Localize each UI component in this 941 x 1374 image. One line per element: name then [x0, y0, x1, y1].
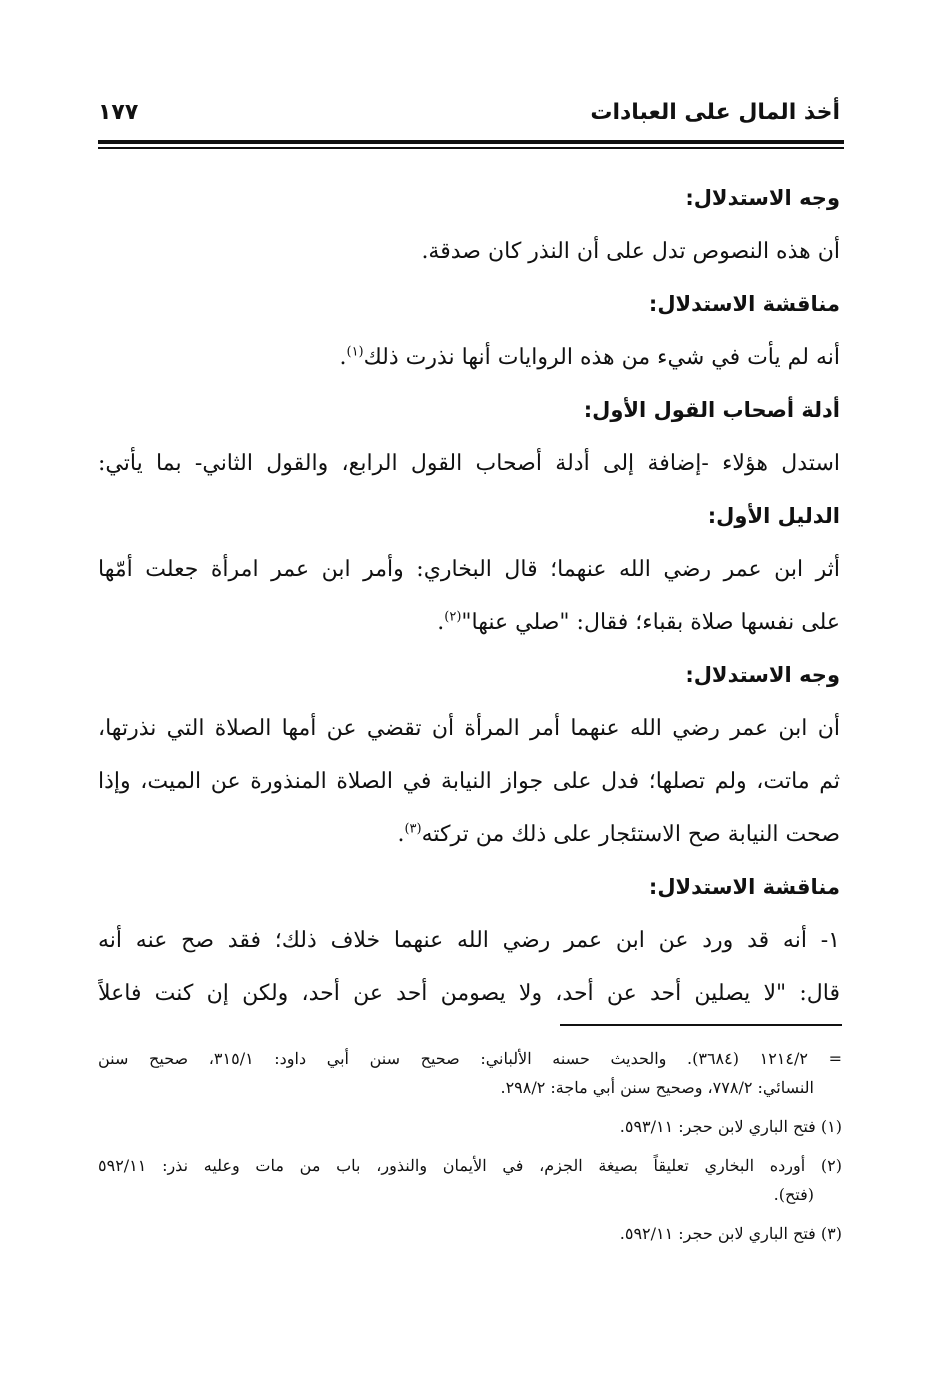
page-header — [98, 92, 840, 132]
footnote-marker: (٢) — [444, 609, 462, 625]
footnote-line: (فتح). — [773, 1185, 814, 1204]
section-heading: مناقشة الاستدلال: — [648, 292, 840, 316]
page-number: ١٧٧ — [98, 100, 139, 125]
section-heading: الدليل الأول: — [707, 504, 840, 528]
paragraph-text: صحت النيابة صح الاستئجار على ذلك من تركته — [421, 822, 840, 847]
footnote-1: (١) فتح الباري لابن حجر: ٥٩٣/١١. — [619, 1117, 842, 1136]
footnote-2: (٢) أورده البخاري تعليقاً بصيغة الجزم، في الأيمان والنذور، باب من مات وعليه نذر: ٥٩٢/١١ — [98, 1156, 842, 1175]
paragraph-line: ١- أنه قد ورد عن ابن عمر رضي الله عنهما خلاف ذلك؛ فقد صح عنه أنه — [98, 928, 840, 953]
footnote-3: (٣) فتح الباري لابن حجر: ٥٩٢/١١. — [619, 1224, 842, 1243]
footnote-line: = ١٢١٤/٢ (٣٦٨٤). والحديث حسنه الألباني: صحيح سنن أبي داود: ٣١٥/١، صحيح سنن — [98, 1049, 842, 1068]
main-text — [98, 172, 840, 1020]
punctuation: . — [397, 822, 405, 847]
section-heading: أدلة أصحاب القول الأول: — [583, 398, 840, 422]
paragraph-line: استدل هؤلاء -إضافة إلى أدلة أصحاب القول الرابع، والقول الثاني- بما يأتي: — [98, 451, 840, 476]
section-heading: مناقشة الاستدلال: — [648, 875, 840, 899]
paragraph-line — [98, 808, 840, 861]
punctuation: . — [339, 345, 347, 370]
paragraph-line — [98, 331, 840, 384]
paragraph-text: على نفسها صلاة بقباء؛ فقال: "صلي عنها" — [461, 610, 840, 635]
header-rule-thick — [98, 140, 844, 144]
paragraph-line — [98, 596, 840, 649]
paragraph-text: أنه لم يأت في شيء من هذه الروايات أنها نذرت ذلك — [363, 345, 840, 370]
footnote-line: النسائي: ٧٧٨/٢، وصحيح سنن أبي ماجة: ٢٩٨/٢. — [500, 1078, 814, 1097]
header-rule-thin — [98, 147, 844, 149]
paragraph-line: قال: "لا يصلين أحد عن أحد، ولا يصومن أحد عن أحد، ولكن إن كنت فاعلاً — [98, 981, 840, 1006]
paragraph-line: أن هذه النصوص تدل على أن النذر كان صدقة. — [421, 239, 840, 264]
paragraph-line: ثم ماتت، ولم تصلها؛ فدل على جواز النيابة في الصلاة المنذورة عن الميت، وإذا — [98, 769, 840, 794]
section-heading: وجه الاستدلال: — [685, 663, 840, 687]
section-heading: وجه الاستدلال: — [685, 186, 840, 210]
paragraph-line: أثر ابن عمر رضي الله عنهما؛ قال البخاري: وأمر ابن عمر امرأة جعلت أمّها — [98, 557, 840, 582]
footnote-marker: (٣) — [404, 821, 422, 837]
running-title: أخذ المال على العبادات — [590, 100, 840, 125]
punctuation: . — [437, 610, 445, 635]
footnote-marker: (١) — [346, 344, 364, 360]
footnotes — [98, 1044, 842, 1248]
paragraph-line: أن ابن عمر رضي الله عنهما أمر المرأة أن تقضي عن أمها الصلاة التي نذرتها، — [98, 716, 840, 741]
footnote-separator — [560, 1024, 842, 1026]
